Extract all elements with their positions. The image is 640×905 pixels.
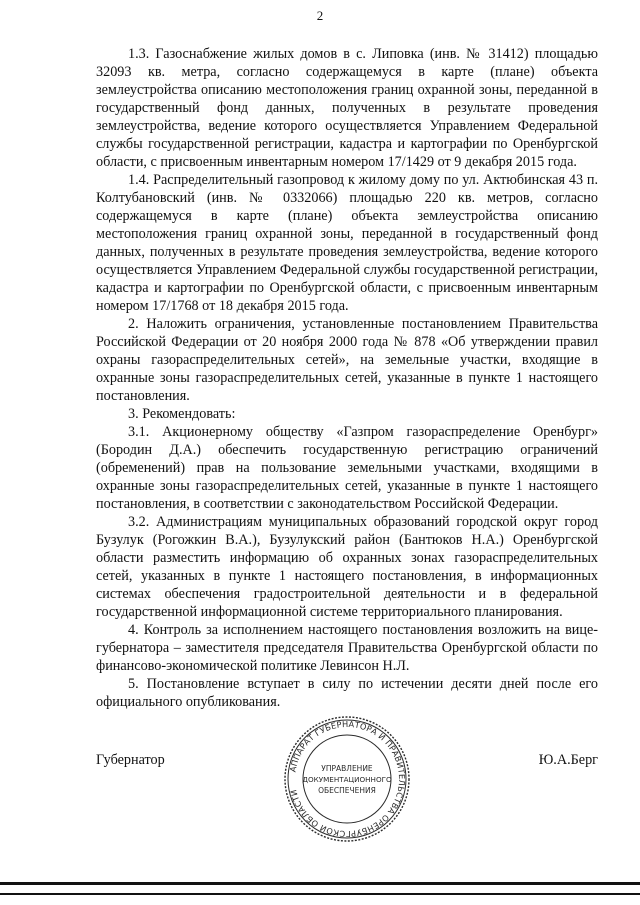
paragraph-1-3: 1.3. Газоснабжение жилых домов в с. Липовка (инв. № 31412) площадью 32093 кв. метра, согласно содержащемуся в карте (плане) объекта землеустройства описанию местоположения границ охранной зоны, переданной в государственный фонд данных, полученных в результате проведения землеустройства, ведение которого осуществляется Управлением Федеральной службы государственной регистрации, кадастра и картографии по Оренбургской области, с присвоенным инвентарным номером 17/1429 от 9 декабря 2015 года.	[96, 46, 598, 170]
official-stamp	[282, 714, 412, 844]
stamp-line-1: УПРАВЛЕНИЕ	[321, 764, 373, 773]
document-body	[96, 45, 598, 711]
stamp-line-2: ДОКУМЕНТАЦИОННОГО	[302, 775, 392, 784]
signer-name: Ю.А.Берг	[538, 752, 598, 768]
paragraph-4: 4. Контроль за исполнением настоящего постановления возложить на вице-губернатора – заместителя председателя Правительства Оренбургской области по финансово-экономической политике Левинсон Н.Л.	[96, 622, 598, 674]
stamp-outer-text: АППАРАТ ГУБЕРНАТОРА И ПРАВИТЕЛЬСТВА ОРЕНБУРГСКОЙ ОБЛАСТИ	[287, 718, 408, 840]
paragraph-1-4: 1.4. Распределительный газопровод к жилому дому по ул. Актюбинская 43 п. Колтубановский (инв. № 0332066) площадью 220 кв. метров, согласно содержащемуся в карте (плане) объекта землеустройства описанию местоположения границ охранной зоны, переданной в государственный фонд данных, полученных в результате проведения землеустройства, ведение которого осуществляется Управлением Федеральной службы государственной регистрации, кадастра и картографии по Оренбургской области, с присвоенным инвентарным номером 17/1768 от 18 декабря 2015 года.	[96, 172, 598, 314]
paragraph-3: 3. Рекомендовать:	[128, 406, 236, 422]
page-number: 2	[316, 8, 324, 23]
stamp-line-3: ОБЕСПЕЧЕНИЯ	[318, 786, 376, 795]
bottom-rule	[0, 882, 640, 885]
paragraph-2: 2. Наложить ограничения, установленные постановлением Правительства Российской Федерации от 20 ноября 2000 года № 878 «Об утверждении правил охраны газораспределительных сетей», на земельные участки, входящие в охранные зоны газораспределительных сетей, указанные в пункте 1 настоящего постановления.	[96, 316, 598, 404]
bottom-rule-thin	[0, 893, 640, 895]
signer-title: Губернатор	[96, 752, 165, 768]
paragraph-3-2: 3.2. Администрациям муниципальных образований городской округ город Бузулук (Рогожкин В.А.), Бузулукский район (Бантюков Н.А.) Оренбургской области разместить информацию об охранных зонах газораспределительных сетей, указанных в пункте 1 настоящего постановления, в информационных системах обеспечения градостроительной деятельности и в федеральной государственной информационной системе территориального планирования.	[96, 514, 598, 620]
paragraph-5: 5. Постановление вступает в силу по истечении десяти дней после его официального опубликования.	[96, 676, 598, 710]
paragraph-3-1: 3.1. Акционерному обществу «Газпром газораспределение Оренбург» (Бородин Д.А.) обеспечить государственную регистрацию ограничений (обременений) прав на пользование земельными участками, входящими в охранные зоны газораспределительных сетей, указанные в пункте 1 настоящего постановления, в соответствии с законодательством Российской Федерации.	[96, 424, 598, 512]
